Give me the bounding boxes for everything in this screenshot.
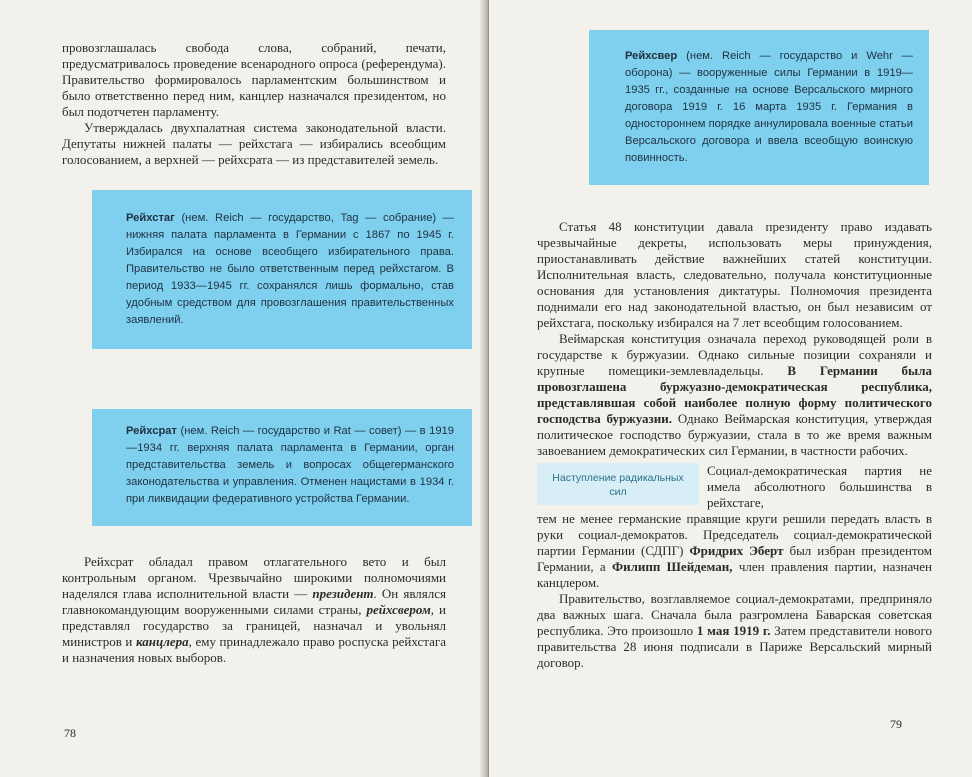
paragraph-bicameral: Утверждалась двухпалатная система законодательной власти. Депутаты нижней палаты — рейхстага — избирались всеобщим голосованием, а верхней — рейхсрата — из представителей земель. [62,120,446,167]
term-reichsrat: Рейхсрат [126,425,177,437]
name-ebert: Фридрих Эберт [689,543,784,558]
paragraph-sdp-power [537,511,932,591]
paragraph-weimar [537,331,932,459]
term-reichswehr: Рейхсвер [625,50,678,62]
definition-box-reichsrat [92,409,472,526]
definition-box-reichstag [92,190,472,349]
page-number-right: 79 [890,717,902,731]
text-span: был избран президентом Германии, а [537,543,932,574]
name-scheidemann: Филипп Шейдеман, [611,559,733,574]
text-span: . Он являлся главнокомандующим вооруженными силами страны, [62,586,447,617]
section-radical-forces [537,463,932,511]
text-span: тем не менее германские правящие круги решили передать власть в руки социал-демократов. Председатель социал-демократической партии Германии (СДПГ) [537,511,932,558]
text-span: , ему принадлежало право роспуска рейхстага и назначения новых выборов. [62,634,446,665]
text-span: Однако Веймарская конституция, утверждая политическое господство буржуазии, стала в то же время важным завоеванием демократических сил Германии, в частности рабочих. [537,411,932,458]
text-span: , и представлял государство за границей, назначал и увольнял министров и [62,602,446,649]
right-page [489,0,972,777]
text-span: Веймарская конституция означала переход руководящей роли в государстве к буржуазии. Однако сильные позиции сохраняли и крупные помещики-землевладельцы. [537,331,932,378]
definition-reichsrat-text: (нем. Reich — государство и Rat — совет) — в 1919—1934 гг. верхняя палата парламента в Германии, орган представительства земель и вопросах общегерманского законодательства и управления. Отменен нацистами в 1934 г. при ликвидации федеративного устройства Германии. [126,425,454,505]
side-heading: Наступление радикальных сил [537,463,699,505]
term-reichstag: Рейхстаг [126,212,175,224]
definition-reichswehr-text: (нем. Reich — государство и Wehr — оборона) — вооруженные силы Германии в 1919—1935 гг., созданные на основе Версальского мирного договора 1919 г. 16 марта 1935 г. Германия в одностороннем порядке аннулировала военные статьи Версальского договора и ввела всеобщую воинскую повинность. [625,50,913,164]
paragraph-sdp-start: Социал-демократическая партия не имела абсолютного большинства в рейхстаге, [707,463,932,510]
text-span: Рейхсрат обладал правом отлагательного вето и был контрольным органом. Чрезвычайно широкими полномочиями наделялся глава исполнительной власти — [62,554,446,601]
definition-box-reichswehr [589,30,929,185]
paragraph-freedoms: провозглашалась свобода слова, собраний, печати, предусматривалось проведение всенародного опроса (референдума). Правительство формировалось парламентским большинством и было ответственно перед ним, канцлер назначался президентом, но был подотчетен парламенту. [62,40,446,119]
paragraph-article-48: Статья 48 конституции давала президенту право издавать чрезвычайные декреты, использовать меры принуждения, приостанавливать действие важнейших статей конституции. Исполнительная власть, следовательно, получала конституционные основания для установления диктатуры. Полномочия президента поднимали его над законодательной властью, он был независим от рейхстага, поскольку избирался на 7 лет всеобщим голосованием. [537,219,932,330]
paragraph-president-powers [62,554,446,666]
term-reichswehr-inline: рейхсвером [366,602,431,617]
term-chancellor: канцлера [135,634,189,649]
page-number-left: 78 [64,726,76,740]
text-span: Затем представители нового правительства 28 июня подписали в Париже Версальский мирный договор. [537,623,932,670]
term-president: президент [312,586,374,601]
date-may-1919: 1 мая 1919 г. [696,623,771,638]
paragraph-government-steps [537,591,932,671]
bold-statement: В Германии была провозглашена буржуазно-демократическая республика, представлявшая собой наиболее полную форму политического господства буржуазии. [537,363,932,426]
definition-reichstag-text: (нем. Reich — государство, Tag — собрание) — нижняя палата парламента в Германии с 1867 по 1945 г. Избирался на основе всеобщего избирательного права. Правительство не было ответственным перед рейхстагом. В период 1933—1945 гг. сохранялся лишь формально, став удобным средством для провозглашения правительственных заявлений. [126,212,454,326]
text-span: член правления партии, назначен канцлером. [537,559,932,590]
text-span: Правительство, возглавляемое социал-демократами, предприняло два важных шага. Сначала была разгромлена Баварская советская республика. Это произошло [537,591,932,638]
